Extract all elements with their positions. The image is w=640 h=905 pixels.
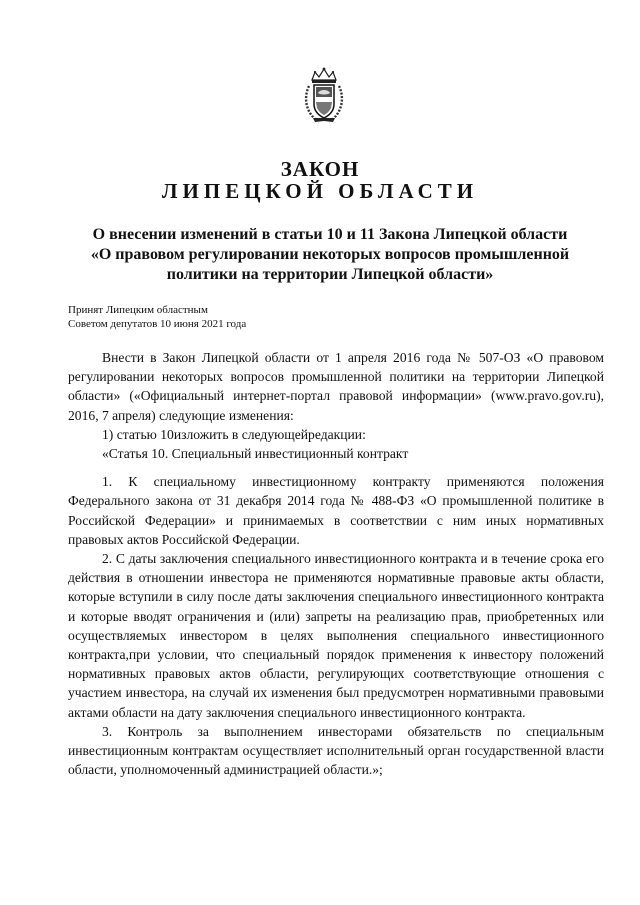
paragraph-item-1: 1) статью 10изложить в следующейредакции: [102,426,366,442]
paragraph-clause-2: 2. С даты заключения специального инвестиционного контракта и в течение срока его действия в отношении инвестора не применяются нормативные правовые акты области, которые вступили в силу после даты заключения специального инвестиционного контракта и которые вводят ограничения и (или) запреты на реализацию прав, приобретенных или осуществляемых инвестором в целях выполнения специального инвестиционного контракта,при условии, что специальный порядок применения к инвестору положений нормативных правовых актов области, регулирующих соответствующие отношения с участием инвестора, на случай их изменения был предусмотрен нормативными правовыми актами области на дату заключения специального инвестиционного контракта. [68,551,604,720]
adoption-line: Принят Липецким областным [68,304,208,316]
article-heading: «Статья 10. Специальный инвестиционный контракт [102,446,409,462]
law-subject-title [60,225,600,285]
paragraph-clause-1: 1. К специальному инвестиционному контракту применяются положения Федерального закона от 31 декабря 2014 года № 488-ФЗ «О промышленной политике в Российской Федерации» и принимаемых в соответствии с ним иных нормативных правовых актов Российской Федерации. [68,474,604,547]
emblem-graphic [303,66,345,126]
adoption-note [68,303,246,331]
paragraph-clause-3: 3. Контроль за выполнением инвесторами обязательств по специальным инвестиционным контрактам осуществляет исполнительный орган государственной власти области, уполномоченный администрацией области.»; [68,723,604,778]
subject-line: политики на территории Липецкой области» [166,266,494,283]
law-heading: ЗАКОН [280,157,360,181]
coat-of-arms-icon [303,66,345,126]
law-body [68,348,604,779]
subject-line: О внесении изменений в статьи 10 и 11 Закона Липецкой области [92,226,568,243]
paragraph-intro: Внести в Закон Липецкой области от 1 апреля 2016 года № 507-ОЗ «О правовом регулировании некоторых вопросов промышленной политики на территории Липецкой области» («Официальный интернет-портал правовой информации» (www.pravo.gov.ru), 2016, 7 апреля) следующие изменения: [68,350,604,423]
region-heading: ЛИПЕЦКОЙ ОБЛАСТИ [161,179,479,203]
subject-line: «О правовом регулировании некоторых вопросов промышленной [90,246,570,263]
adoption-line: Советом депутатов 10 июня 2021 года [68,318,247,330]
